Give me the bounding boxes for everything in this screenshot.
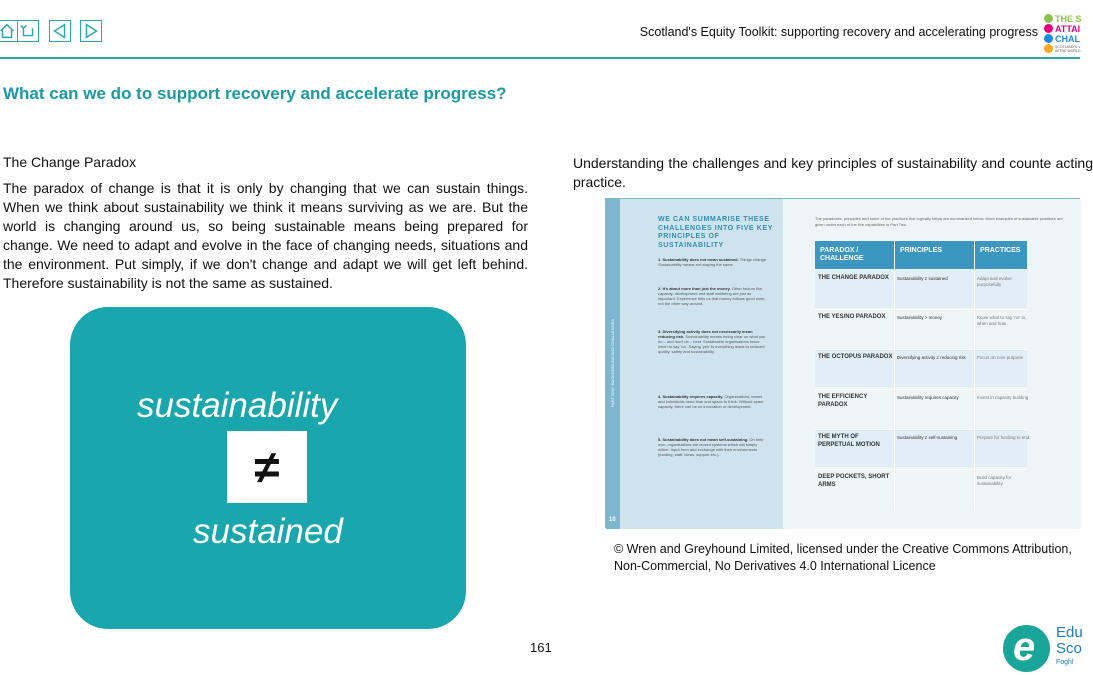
home-icon: [0, 21, 17, 41]
principle-item: 2. It's about more than just the money. Other factors like capacity, development and staff wellbeing are just as important. Experience tells us that money follows good work, not the other way around.: [658, 286, 766, 306]
section-subheading: The Change Paradox: [3, 154, 137, 170]
table-cell: Invest in capacity building: [977, 395, 1029, 400]
logo-line-1: THE S: [1055, 14, 1082, 24]
table-cell: THE MYTH OF PERPETUAL MOTION: [818, 434, 880, 448]
thumbnail-spine-text: PART ONE: BACKGROUND AND CHALLENGES: [610, 319, 615, 408]
table-header-principles: PRINCIPLES: [895, 241, 974, 269]
table-cell: DEEP POCKETS, SHORT ARMS: [818, 474, 890, 488]
logo-line-3: CHAL: [1055, 34, 1080, 44]
logo-small-1: SCOTLAND'S V: [1055, 45, 1081, 49]
graphic-bottom-word: sustained: [193, 512, 343, 551]
right-intro-text: Understanding the challenges and key principles of sustainability and counte acting practice.: [573, 155, 1093, 190]
principle-item: 3. Diversifying activity does not necessarily mean reducing risk. Sustainability means being clear on what you do – and don't do – best. Sustainable organisations know when to say 'no'. Saying 'yes' to everything leads to reduced quality, safety and sustainability.: [658, 329, 766, 354]
table-cell: THE OCTOPUS PARADOX: [818, 354, 893, 360]
next-button[interactable]: [80, 20, 102, 42]
thumbnail-right-intro: The paradoxes, principles and some of the practices that logically follow are summarised below. More examples of sustainable practices are given under each of the five capabilities in Part Two.: [815, 216, 1063, 227]
next-icon: [81, 21, 101, 41]
page-number: 161: [530, 640, 552, 655]
back-icon: [18, 21, 38, 41]
table-cell: THE EFFICIENCY PARADOX: [818, 394, 868, 408]
page-question: What can we do to support recovery and accelerate progress?: [3, 84, 507, 103]
attainment-challenge-logo: [1043, 13, 1080, 55]
home-button[interactable]: [0, 20, 18, 42]
graphic-top-word: sustainability: [137, 386, 338, 425]
table-cell: Sustainability ≠ self-sustaining: [897, 435, 958, 440]
table-cell: Prepare for funding to end: [977, 435, 1030, 440]
table-cell: THE CHANGE PARADOX: [818, 275, 889, 281]
previous-icon: [50, 21, 70, 41]
principle-item: 1. Sustainability does not mean sustained. Things change. Sustainability means not staying the same.: [658, 257, 768, 267]
logo-line-1: Edu: [1056, 624, 1083, 641]
table-cell: THE YES/NO PARADOX: [818, 314, 886, 320]
not-equal-box: [227, 431, 307, 503]
principle-item: 5. Sustainability does not mean self-sustaining. On their own, organisations are closed systems which will simply wither. Input from and exchange with their environments (funding, staff, ideas, support etc.).: [658, 437, 764, 457]
table-cell: Focus on core purpose: [977, 355, 1024, 360]
table-cell: Sustainability > money: [897, 315, 943, 320]
table-cell: Build capacity for sustainability: [977, 475, 1012, 486]
logo-small-2: IN THE WORLD: [1055, 49, 1081, 53]
table-cell: Adapt and evolve purposefully: [977, 276, 1012, 287]
header-title: Scotland's Equity Toolkit: supporting recovery and accelerating progress: [639, 25, 1038, 39]
body-paragraph: The paradox of change is that it is only by changing that we can sustain things. When we think about sustainability we think it means surviving as we are. But the world is changing around us, so being sustainable means being prepared for change. We need to adapt and evolve in the face of changing needs, situations and the environment. Put simply, if we don't change and adapt we will get left behind. Therefore sustainability is not the same as sustained.: [3, 180, 528, 291]
toolkit-page-thumbnail: [605, 198, 1080, 528]
principle-item: 4. Sustainability requires capacity. Organisations, teams and individuals need time and space to think. Without spare capacity, there can be no innovation or development.: [658, 394, 764, 409]
table-cell: Know what to say 'no' to, when and how: [977, 315, 1027, 326]
back-button[interactable]: [17, 20, 39, 42]
license-credit: © Wren and Greyhound Limited, licensed under the Creative Commons Attribution, Non-Commercial, No Derivatives 4.0 International Licence: [614, 542, 1072, 573]
table-header-practices: PRACTICES: [975, 241, 1027, 269]
table-cell: Sustainability ≠ sustained: [897, 276, 948, 281]
thumbnail-left-title: WE CAN SUMMARISE THESE CHALLENGES INTO FIVE KEY PRINCIPLES OF SUSTAINABILITY: [658, 216, 773, 249]
table-cell: Diversifying activity ≠ reducing risk: [897, 355, 966, 360]
not-equal-icon: ≠: [254, 441, 280, 493]
previous-button[interactable]: [49, 20, 71, 42]
header-divider: [0, 57, 1080, 59]
logo-line-2: ATTAI: [1055, 24, 1081, 34]
logo-line-3: Foghl: [1056, 659, 1074, 666]
table-header-paradox: PARADOX / CHALLENGE: [815, 241, 894, 269]
table-cell: Sustainability requires capacity: [897, 395, 959, 400]
logo-e-icon: e: [1013, 625, 1036, 669]
logo-line-2: Sco: [1056, 640, 1082, 657]
education-scotland-logo: [1003, 622, 1083, 675]
thumbnail-page-number: 10: [609, 517, 616, 523]
